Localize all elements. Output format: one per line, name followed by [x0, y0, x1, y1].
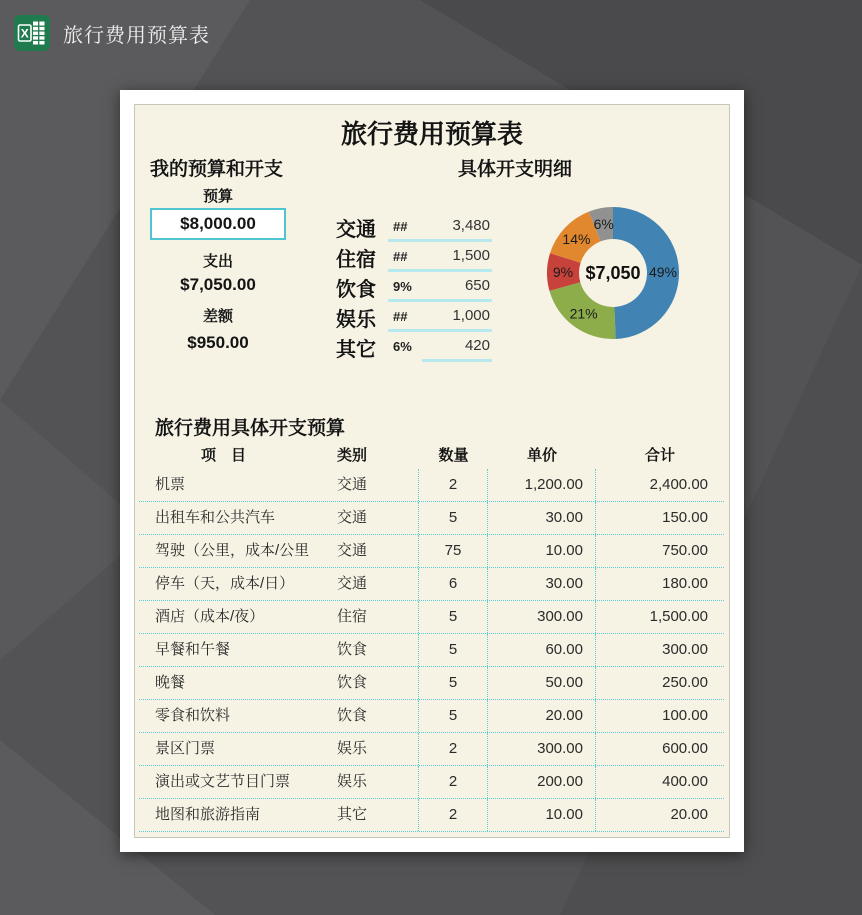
table-row [139, 601, 724, 634]
cell-unit-price: 1,200.00 [488, 469, 596, 501]
cell-unit-price: 30.00 [488, 502, 596, 534]
budget-value-cell[interactable]: $8,000.00 [150, 208, 286, 240]
cell-unit-price: 20.00 [488, 700, 596, 732]
cell-category: 其它 [336, 799, 419, 831]
cell-item: 酒店（成本/夜） [155, 608, 265, 625]
cell-item: 停车（天，成本/日） [155, 575, 295, 592]
detail-section-heading: 具体开支明细 [457, 159, 572, 180]
column-header-item: 项 目 [200, 447, 246, 464]
expense-category-label: 住宿 [336, 249, 376, 271]
expense-summary-row [336, 302, 492, 332]
cyan-underline [422, 359, 492, 362]
column-header-total: 合计 [644, 447, 675, 464]
table-title: 旅行费用具体开支预算 [155, 418, 346, 439]
donut-slice-label: 49% [648, 263, 678, 280]
cell-category: 交通 [336, 502, 419, 534]
cell-unit-price: 60.00 [488, 634, 596, 666]
cell-qty: 2 [419, 733, 488, 765]
table-row [139, 766, 724, 799]
cell-category: 饮食 [336, 700, 419, 732]
cell-qty: 5 [419, 502, 488, 534]
expense-percent: ## [393, 249, 408, 264]
cell-category: 饮食 [336, 667, 419, 699]
sheet-title: 旅行费用预算表 [340, 119, 523, 149]
spend-value: $7,050.00 [180, 275, 256, 294]
cell-item: 早餐和午餐 [155, 641, 231, 658]
cell-unit-price: 10.00 [488, 535, 596, 567]
cell-qty: 6 [419, 568, 488, 600]
expense-percent: 9% [393, 279, 412, 294]
expense-category-label: 饮食 [336, 279, 376, 301]
cell-total: 150.00 [662, 509, 708, 526]
budget-label: 预算 [202, 188, 233, 205]
expense-category-label: 其它 [336, 339, 376, 361]
cell-item: 出租车和公共汽车 [155, 509, 276, 526]
spreadsheet-card [120, 90, 744, 852]
table-row [139, 700, 724, 733]
column-header-qty: 数量 [438, 447, 469, 464]
cell-total: 400.00 [662, 773, 708, 790]
cell-qty: 5 [419, 601, 488, 633]
expense-summary-row [336, 242, 492, 272]
cell-qty: 5 [419, 700, 488, 732]
cell-total: 20.00 [670, 806, 708, 823]
window-title: 旅行费用预算表 [63, 24, 210, 47]
cell-total: 1,500.00 [649, 608, 708, 625]
cell-qty: 5 [419, 667, 488, 699]
cell-unit-price: 10.00 [488, 799, 596, 831]
column-header-unit-price: 单价 [526, 447, 557, 464]
cell-category: 娱乐 [336, 733, 419, 765]
cell-total: 750.00 [662, 542, 708, 559]
cell-item: 驾驶（公里，成本/公里 [155, 542, 310, 559]
table-row [139, 634, 724, 667]
expense-summary-row [336, 332, 492, 362]
cell-category: 饮食 [336, 634, 419, 666]
sheet-area [134, 104, 730, 838]
cell-total: 600.00 [662, 740, 708, 757]
table-body [139, 469, 724, 832]
cell-qty: 75 [419, 535, 488, 567]
cell-qty: 2 [419, 799, 488, 831]
cell-item: 景区门票 [155, 740, 216, 757]
cell-total: 250.00 [662, 674, 708, 691]
cell-item: 演出或文艺节目门票 [155, 773, 291, 790]
cell-qty: 2 [419, 469, 488, 501]
expense-category-label: 娱乐 [336, 309, 376, 331]
cell-qty: 5 [419, 634, 488, 666]
svg-text:X: X [20, 26, 29, 41]
table-row [139, 799, 724, 832]
cell-total: 100.00 [662, 707, 708, 724]
excel-icon [14, 15, 50, 51]
expense-amount: 420 [464, 337, 490, 354]
expense-summary-list [336, 212, 492, 362]
spend-label: 支出 [202, 253, 233, 270]
donut-slice-label: 21% [569, 305, 598, 322]
donut-slice-label: 9% [552, 264, 574, 281]
cell-total: 180.00 [662, 575, 708, 592]
expense-summary-row [336, 272, 492, 302]
cell-unit-price: 50.00 [488, 667, 596, 699]
cell-qty: 2 [419, 766, 488, 798]
cell-unit-price: 300.00 [488, 733, 596, 765]
expense-percent: ## [393, 309, 408, 324]
cell-category: 娱乐 [336, 766, 419, 798]
cell-unit-price: 30.00 [488, 568, 596, 600]
balance-value: $950.00 [187, 333, 249, 352]
cell-category: 交通 [336, 535, 419, 567]
expense-table [139, 443, 724, 832]
window-titlebar [14, 15, 210, 51]
expense-amount: 1,500 [452, 247, 490, 264]
donut-center-label: $7,050 [585, 263, 641, 283]
cell-category: 住宿 [336, 601, 419, 633]
cell-item: 晚餐 [155, 674, 186, 691]
expense-percent: ## [393, 219, 408, 234]
cell-item: 机票 [155, 476, 186, 493]
table-row [139, 733, 724, 766]
cell-category: 交通 [336, 469, 419, 501]
donut-chart [533, 193, 693, 353]
expense-summary-row [336, 212, 492, 242]
cell-unit-price: 300.00 [488, 601, 596, 633]
expense-amount: 1,000 [452, 307, 490, 324]
donut-slice-label: 14% [562, 230, 591, 247]
column-header-category: 类别 [337, 447, 368, 464]
expense-category-label: 交通 [336, 219, 376, 241]
cell-unit-price: 200.00 [488, 766, 596, 798]
table-row [139, 502, 724, 535]
budget-section-heading: 我的预算和开支 [150, 159, 284, 180]
table-row [139, 469, 724, 502]
expense-amount: 3,480 [452, 217, 490, 234]
expense-amount: 650 [464, 277, 490, 294]
donut-slice-label: 6% [593, 215, 614, 232]
balance-label: 差额 [202, 308, 233, 325]
cell-item: 零食和饮料 [155, 707, 231, 724]
cell-total: 300.00 [662, 641, 708, 658]
cell-category: 交通 [336, 568, 419, 600]
cell-total: 2,400.00 [649, 476, 708, 493]
table-row [139, 667, 724, 700]
expense-percent: 6% [393, 339, 412, 354]
table-header-row [139, 443, 724, 469]
cell-item: 地图和旅游指南 [155, 806, 261, 823]
table-row [139, 535, 724, 568]
table-row [139, 568, 724, 601]
